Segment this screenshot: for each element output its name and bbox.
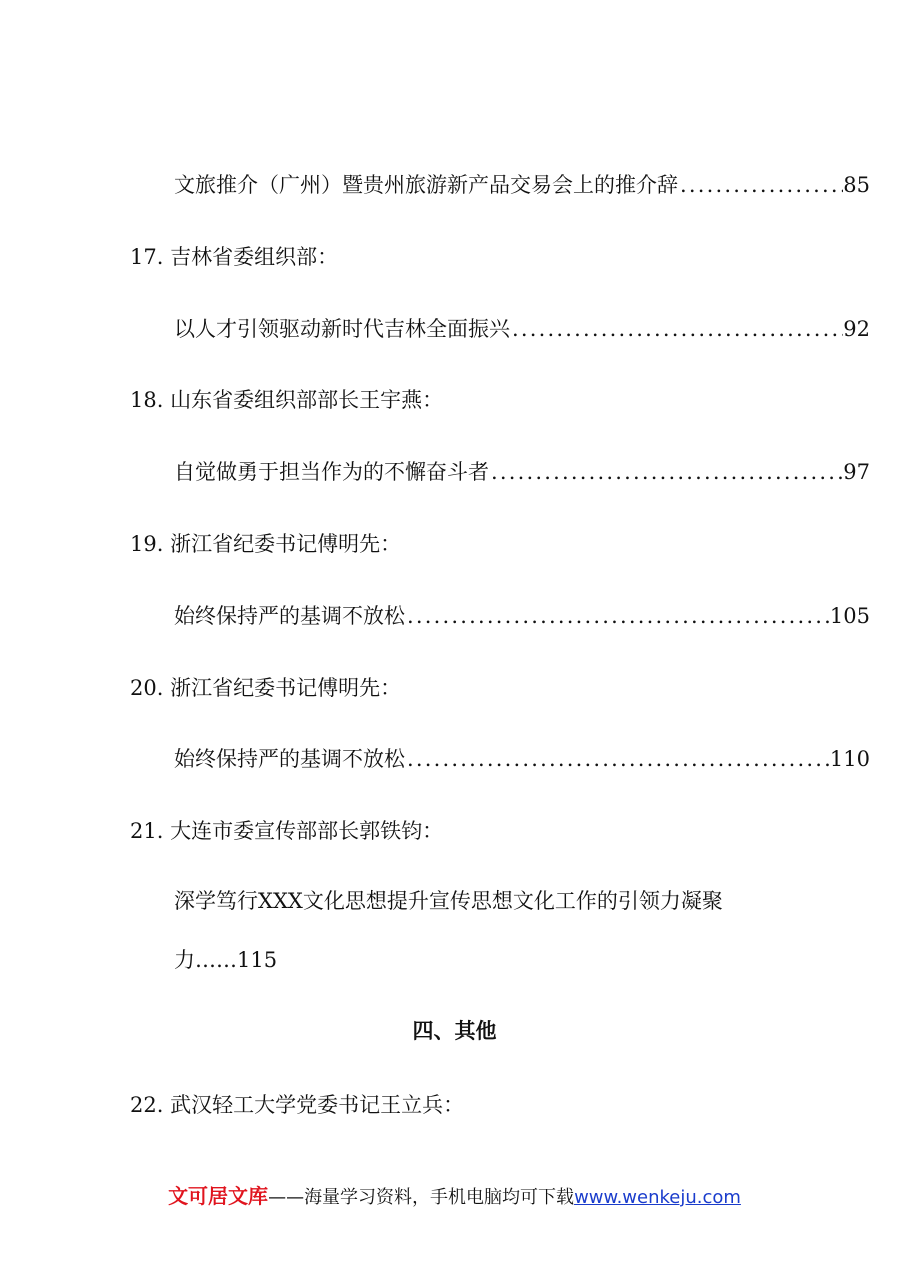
toc-heading: 20. 浙江省纪委书记傅明先： — [130, 676, 402, 700]
dot-leader — [678, 170, 843, 200]
toc-page-number: 97 — [843, 460, 870, 484]
footer-tagline: ——海量学习资料，手机电脑均可下载 — [268, 1187, 575, 1208]
toc-entry-title: 始终保持严的基调不放松 — [174, 747, 405, 771]
toc-entry-wrapped-line1[interactable]: 深学笃行XXX文化思想提升宣传思想文化工作的引领力凝聚 — [174, 889, 723, 913]
toc-entry[interactable] — [174, 457, 870, 487]
dot-leader — [405, 744, 830, 774]
toc-page-number: 105 — [829, 604, 870, 628]
toc-entry[interactable] — [174, 601, 870, 631]
toc-heading: 19. 浙江省纪委书记傅明先： — [130, 532, 402, 556]
toc-entry[interactable] — [174, 744, 870, 774]
toc-heading: 21. 大连市委宣传部部长郭铁钧： — [130, 819, 444, 843]
section-title: 四、其他 — [412, 1018, 497, 1043]
toc-entry-title: 以人才引领驱动新时代吉林全面振兴 — [174, 317, 510, 341]
dot-leader — [510, 314, 843, 344]
dot-leader — [489, 457, 843, 487]
toc-heading: 17. 吉林省委组织部： — [130, 245, 339, 269]
toc-entry[interactable] — [174, 314, 870, 344]
toc-entry-title: 始终保持严的基调不放松 — [174, 604, 405, 628]
toc-entry-title: 文旅推介（广州）暨贵州旅游新产品交易会上的推介辞 — [174, 173, 678, 197]
toc-heading: 22. 武汉轻工大学党委书记王立兵： — [130, 1093, 465, 1117]
footer — [0, 1181, 909, 1213]
toc-page-number: 92 — [843, 317, 870, 341]
toc-page-number: 85 — [843, 173, 870, 197]
toc-heading: 18. 山东省委组织部部长王宇燕： — [130, 388, 444, 412]
toc-entry-title: 自觉做勇于担当作为的不懈奋斗者 — [174, 460, 489, 484]
dot-leader — [405, 601, 830, 631]
toc-page-number: 110 — [829, 747, 870, 771]
toc-entry[interactable] — [174, 170, 870, 200]
footer-link[interactable]: www.wenkeju.com — [574, 1187, 741, 1208]
footer-brand: 文可居文库 — [168, 1184, 269, 1208]
toc-entry-wrapped-line2[interactable]: 力……115 — [174, 948, 278, 972]
